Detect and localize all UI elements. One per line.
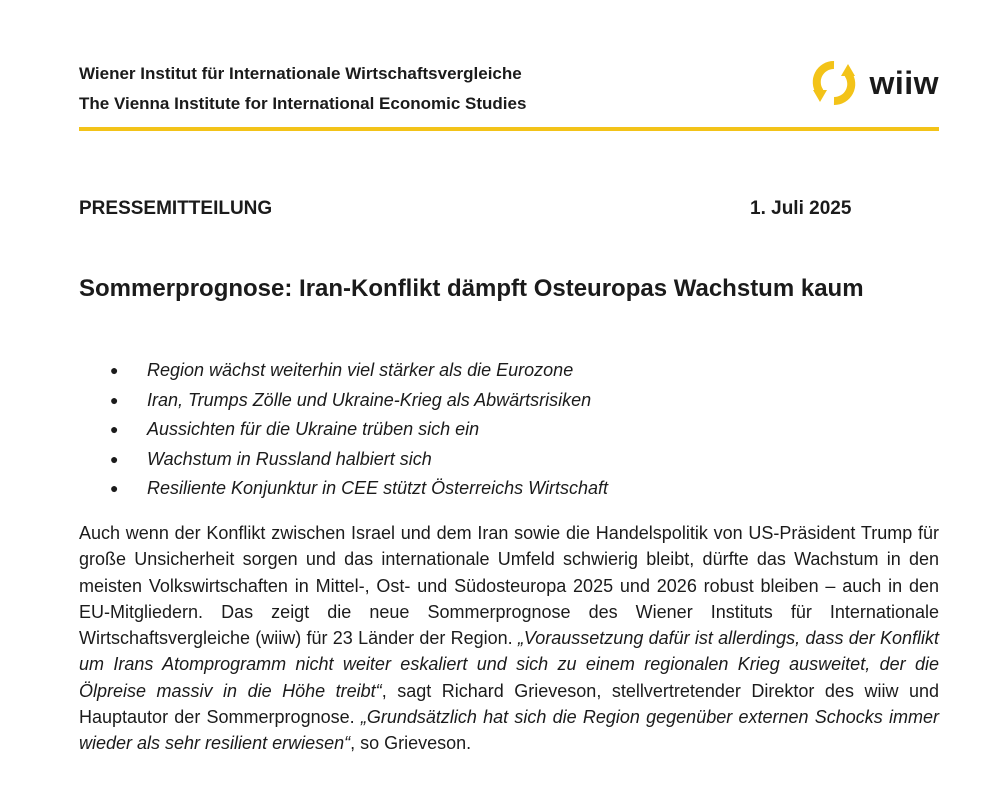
bullet-icon: ● bbox=[110, 362, 119, 378]
list-item-text: Region wächst weiterhin viel stärker als die Eurozone bbox=[147, 360, 574, 380]
wiiw-logo-icon bbox=[811, 57, 857, 109]
quote-grieveson-2: „Grundsätzlich hat sich die Region gegenüber externen Schocks immer wieder als sehr resilient erwiesen“ bbox=[79, 707, 939, 754]
list-item bbox=[110, 388, 608, 418]
list-item bbox=[110, 358, 608, 388]
list-item-text: Wachstum in Russland halbiert sich bbox=[147, 448, 432, 469]
body-text-part: , so Grieveson. bbox=[350, 733, 472, 754]
quote-grieveson-1: „Voraussetzung dafür ist allerdings, dass der Konflikt um Irans Atomprogramm nicht weiter eskaliert und sich zu einem regionalen Krieg ausweitet, der die Ölpreise massiv in die Höhe treibt“ bbox=[79, 628, 939, 701]
list-item-text: Resiliente Konjunktur in CEE stützt Österreichs Wirtschaft bbox=[147, 478, 609, 498]
page-title: Sommerprognose: Iran-Konflikt dämpft Osteuropas Wachstum kaum bbox=[79, 275, 864, 302]
letterhead bbox=[79, 62, 939, 132]
bullet-icon: ● bbox=[110, 421, 119, 437]
list-item bbox=[110, 447, 608, 477]
body-text-part: Auch wenn der Konflikt zwischen Israel und dem Iran sowie die Handelspolitik von US-Präsident Trump für große Unsicherheit sorgen und das internationale Umfeld schwierig bleibt, dürfte das Wachstum in den meisten Volkswirtschaften in Mittel-, Ost- und Südosteuropa 2025 und 2026 robust bleiben – auch in den EU-Mitgliedern. Das zeigt die neue Sommerprognose des Wiener Instituts für Internationale Wirtschaftsvergleiche (wiiw) für 23 Länder der Region. bbox=[79, 523, 939, 649]
wiiw-logo bbox=[811, 54, 939, 112]
bullet-icon: ● bbox=[110, 480, 119, 496]
key-points-list bbox=[110, 358, 608, 506]
body-paragraph bbox=[79, 520, 939, 757]
wiiw-logo-text: wiiw bbox=[869, 64, 939, 101]
list-item-text: Iran, Trumps Zölle und Ukraine-Krieg als Abwärtsrisiken bbox=[147, 389, 592, 410]
institute-name-german: Wiener Institut für Internationale Wirtschaftsvergleiche bbox=[79, 64, 522, 83]
list-item bbox=[110, 417, 608, 447]
press-release-label: PRESSEMITTEILUNG bbox=[79, 198, 273, 219]
bullet-icon: ● bbox=[110, 450, 119, 467]
institute-name-english: The Vienna Institute for International Economic Studies bbox=[79, 94, 527, 113]
list-item-text: Aussichten für die Ukraine trüben sich ein bbox=[147, 419, 480, 439]
press-release-date: 1. Juli 2025 bbox=[750, 198, 852, 219]
body-text-part: , sagt Richard Grieveson, stellvertretender Direktor des wiiw und Hauptautor der Sommerprognose. bbox=[79, 680, 940, 728]
list-item bbox=[110, 476, 608, 506]
paragraph bbox=[79, 520, 939, 757]
header-divider bbox=[79, 127, 939, 131]
bullet-icon: ● bbox=[110, 391, 119, 408]
